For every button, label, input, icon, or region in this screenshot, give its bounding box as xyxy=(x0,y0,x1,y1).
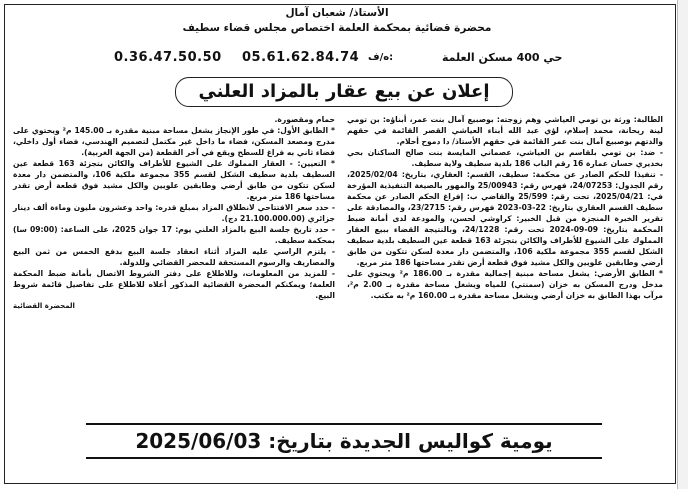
paragraph-defendant: - ضد: بن تومي بلقاسم بن العياشي، عصماني المايسة بنت صالح الساكنان بحي بخديري حسان عمارة 16 رقم الباب 186 بلدية سطيف ولاية سطيف. xyxy=(347,148,663,168)
paragraph-auction-date: - حدد تاريخ جلسة البيع بالمزاد العلني يوم: 17 جوان 2025، على الساعة: (09:00 سا) بمحكمة سطيف. xyxy=(13,225,335,245)
publication-footer xyxy=(86,423,602,459)
page-edge xyxy=(677,0,688,489)
contact-row xyxy=(14,50,664,68)
notary-header xyxy=(12,6,662,36)
paragraph-applicant: الطالبة: ورثة بن تومي العياشي وهم زوجته: بوصبيع آمال بنت عمر، أبناؤه: بن تومي لينة ريحانة، محمد إسلام، لؤي عبد الله أبناء العياشي القصر القائمة في حقهم والدتهم بوصبيع آمال بنت عمر القائمة في حقهم الأستاذ/ دا دموح أحلام. xyxy=(347,115,663,146)
paragraph-designation: * التعيين: - العقار المملوك على الشيوع للأطراف والكائن بتجزئة 163 قطعة عين السطيف بلدية سطيف الشكل لقسم 355 مجموعة ملكية 106، والمتضمن دار معدة لسكن تتكون من طابق أرضي وطابقين علويين والكل مشيد فوق قطعة أرض تقدر مساحتها 186 متر مربع. xyxy=(13,159,335,201)
paragraph-payment-terms: - يلتزم الراسي عليه المزاد أثناء انعقاد جلسة البيع بدفع الخمس من ثمن البيع والمصاريف والرسوم المستحقة للمحضر القضائي وللدولة. xyxy=(13,247,335,267)
paragraph-judgment: - تنفيذا للحكم الصادر عن محكمة: سطيف، القسم: العقاري، بتاريخ: 2025/02/04، رقم الجدول: 24/07253، فهرس رقم: 25/00943 والمهور بالصيغة التنفيذية المؤرخة في: 2025/04/21، تحت رقم: 25/599 والقاضي ب: إفراغ الحكم الصادر عن محكمة سطيف القسم العقاري بتاريخ: 22-03-2023 فهرس رقم: 23/2715، والمصادقة على تقرير الخبرة المنجزة من قبل الخبير: كراوشي لحسن، والمودعة لدى أمانة ضبط المحكمة بتاريخ: 09-09-2024 تحت رقم: 24/1228، وبالنتيجة القضاء ببيع العقار المملوك على الشيوع للأطراف والكائن بتجزئة 163 قطعة عين السطيف بلدية سطيف الشكل لقسم 355 مجموعة ملكية 106، والمتضمن دار معدة لسكن تتكون من طابق أرضي وطابقين علويين والكل مشيد فوق قطعة أرض تقدر مساحتها 186 متر مربع. xyxy=(347,170,664,267)
paragraph-first-floor: * الطابق الأول: في طور الإنجاز يشغل مساحة مبنية مقدرة بـ 145.00 م² ويحتوي على مدرج ومصعد المسكن، فضاء ما داخل غير مكتمل لتصميم الهندسي، فضاء أول داخلي، فضاء ثاني به فراغ للسطح ويقع في آخر القطعة (من الجهة الغربية). xyxy=(13,126,336,157)
paragraph-more-info: - للمزيد من المعلومات، وللاطلاع على دفتر الشروط الاتصال بأمانة ضبط المحكمة العلمة؛ ويمكنكم المحضرة القضائية المذكور أعلاه للاطلاع على تفاصيل قائمة شروط البيع. xyxy=(13,269,335,300)
notary-office: محضرة قضائية بمحكمة العلمة اختصاص مجلس قضاء سطيف xyxy=(182,22,492,34)
phone-number-2: 0.36.47.50.50 xyxy=(114,50,222,65)
notary-name: الأستاذ/ شعبان آمال xyxy=(285,7,389,19)
right-text-column xyxy=(347,114,663,301)
paragraph-ground-floor: * الطابق الأرضي: يشغل مساحة مبنية إجمالية مقدرة بـ 186.00 م² ويحتوي على مدخل ودرج المسكن به خزان (سمنتي) للمياه ويشغل مساحة مقدرة بـ 2.00 م²، مرآب بهذا الطابق به خزان أرضي ويشغل مساحة مقدرة بـ 160.00 م² به مكتب. xyxy=(347,269,664,300)
signature: المحضرة القضائية xyxy=(13,302,75,310)
publication-date-text: يومية كواليس الجديدة بتاريخ: 2025/06/03 xyxy=(135,429,553,453)
left-text-column xyxy=(13,114,335,312)
paragraph-bathroom: حمام ومقصورة. xyxy=(274,115,335,124)
announcement-title: إعلان عن بيع عقار بالمزاد العلني xyxy=(175,77,513,107)
paragraph-opening-price: - حدد سعر الافتتاحي لانطلاق المزاد بمبلغ قدره: واحد وعشرون مليون وماءة ألف دينار جزائري (21.100.000.00 دج). xyxy=(13,203,335,223)
office-address: حي 400 مسكن العلمة xyxy=(442,51,563,64)
phone-number-1: 05.61.62.84.74 xyxy=(242,50,360,65)
phone-fax-label: ه/ف: xyxy=(368,52,394,63)
